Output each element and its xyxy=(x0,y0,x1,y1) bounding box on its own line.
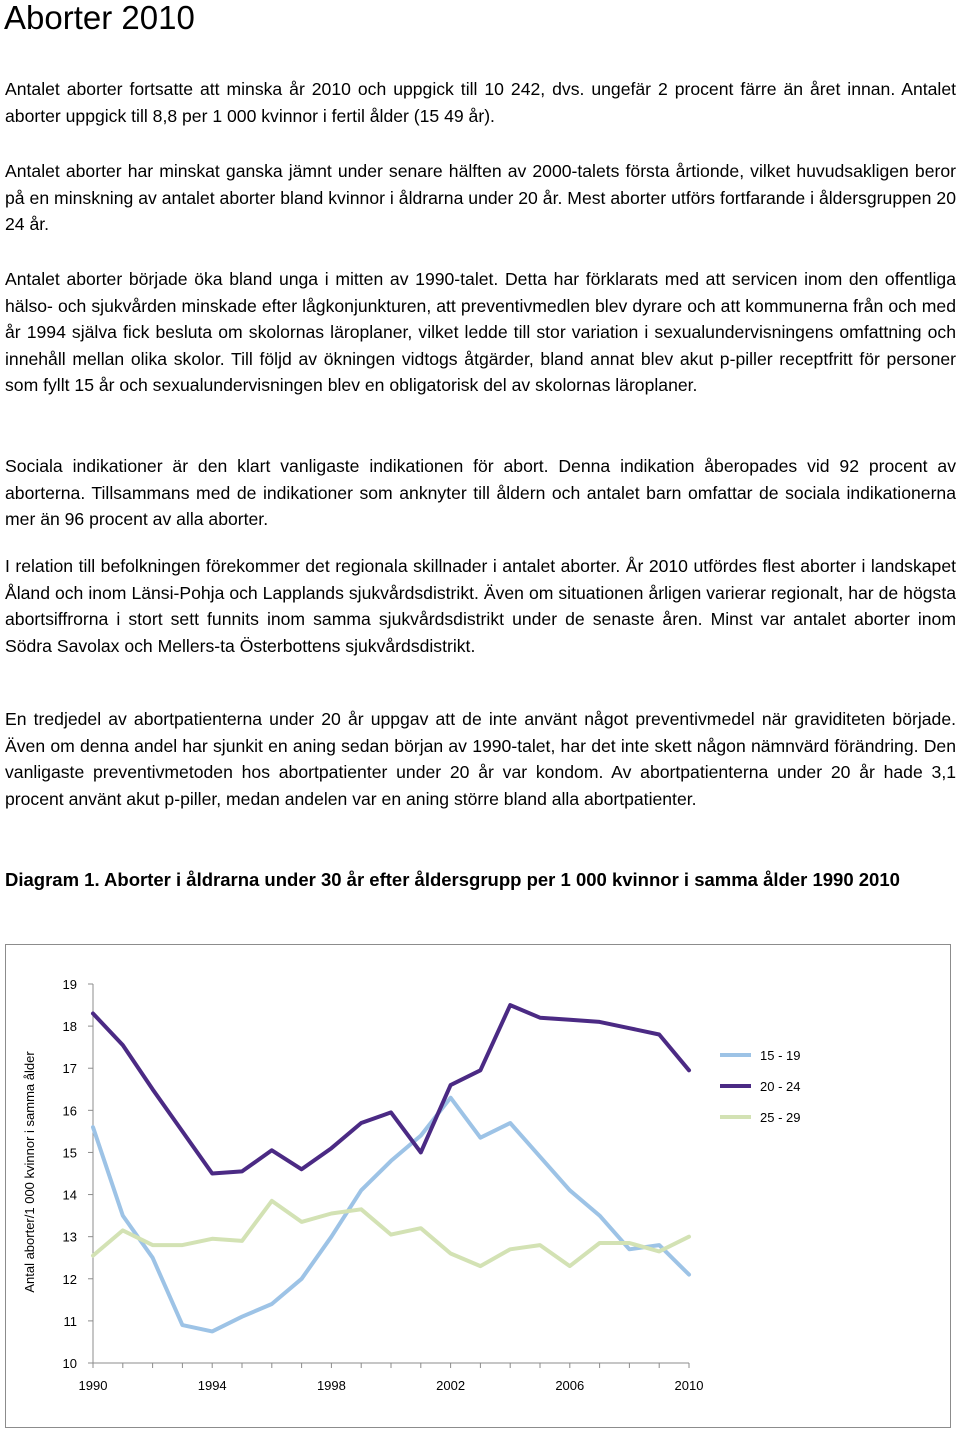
y-tick-label: 10 xyxy=(63,1356,77,1371)
series-line-2 xyxy=(93,1005,689,1173)
y-tick-label: 18 xyxy=(63,1019,77,1034)
chart-frame xyxy=(5,944,951,1428)
y-axis-label: Antal aborter/1 000 kvinnor i samma ålder xyxy=(22,1051,37,1293)
x-tick-label: 1990 xyxy=(79,1378,108,1393)
y-tick-label: 16 xyxy=(63,1103,77,1118)
page-title: Aborter 2010 xyxy=(4,0,195,36)
x-tick-label: 1998 xyxy=(317,1378,346,1393)
chart-caption: Diagram 1. Aborter i åldrarna under 30 år efter åldersgrupp per 1 000 kvinnor i samma ålder 1990 2010 xyxy=(5,866,956,894)
legend-label-1: 15 - 19 xyxy=(760,1048,800,1063)
paragraph-5: I relation till befolkningen förekommer det regionala skillnader i antalet aborter. År 2010 utfördes flest aborter i landskapet Åland och inom Länsi-Pohja och Lapplands sjukvårdsdistrikt. Även om situationen årligen varierar regionalt, har de högsta abortsiffrorna i stort sett funnits inom samma sjukvårdsdistrikt under de senaste åren. Minst var antalet aborter inom Södra Savolax och Mellers-ta Österbottens sjukvårdsdistrikt. xyxy=(5,553,956,659)
y-tick-label: 15 xyxy=(63,1145,77,1160)
paragraph-6: En tredjedel av abortpatienterna under 20 år uppgav att de inte använt något preventivmedel när graviditeten började. Även om denna andel har sjunkit en aning sedan början av 1990-talet, har det inte skett någon nämnvärd förändring. Den vanligaste preventivmetoden hos abortpatienter under 20 år var kondom. Av abortpatienterna under 20 år hade 3,1 procent använt akut p-piller, medan andelen var en aning större bland alla abortpatienter. xyxy=(5,706,956,812)
chart-axes xyxy=(63,977,704,1393)
paragraph-2: Antalet aborter har minskat ganska jämnt under senare hälften av 2000-talets första årtionde, vilket huvudsakligen beror på en minskning av antalet aborter bland kvinnor i åldrarna under 20 år. Mest aborter utförs fortfarande i åldersgruppen 20 24 år. xyxy=(5,158,956,238)
paragraph-3: Antalet aborter började öka bland unga i mitten av 1990-talet. Detta har förklarats med att servicen inom den offentliga hälso- och sjukvården minskade efter lågkonjunkturen, att preventivmedlen blev dyrare och att kommunerna från och med år 1994 själva fick besluta om skolornas läroplaner, vilket ledde till stor variation i sexualundervisningens omfattning och innehåll mellan olika skolor. Till följd av ökningen vidtogs åtgärder, bland annat blev akut p-piller receptfritt för personer som fyllt 15 år och sexualundervisningen blev en obligatorisk del av skolornas läroplaner. xyxy=(5,266,956,399)
y-tick-label: 19 xyxy=(63,977,77,992)
chart-series xyxy=(93,1005,689,1332)
paragraph-4: Sociala indikationer är den klart vanligaste indikationen för abort. Denna indikation åberopades vid 92 procent av aborterna. Tillsammans med de indikationer som anknyter till åldern och antalet barn omfattar de sociala indikationerna mer än 96 procent av alla aborter. xyxy=(5,453,956,533)
x-tick-label: 1994 xyxy=(198,1378,227,1393)
x-tick-label: 2006 xyxy=(555,1378,584,1393)
y-tick-label: 12 xyxy=(63,1272,77,1287)
legend-label-2: 20 - 24 xyxy=(760,1079,800,1094)
legend-label-3: 25 - 29 xyxy=(760,1110,800,1125)
x-tick-label: 2010 xyxy=(675,1378,704,1393)
series-line-3 xyxy=(93,1201,689,1266)
y-tick-label: 11 xyxy=(64,1314,78,1329)
chart-legend xyxy=(720,1048,800,1125)
x-tick-label: 2002 xyxy=(436,1378,465,1393)
paragraph-1: Antalet aborter fortsatte att minska år 2010 och uppgick till 10 242, dvs. ungefär 2 procent färre än året innan. Antalet aborter uppgick till 8,8 per 1 000 kvinnor i fertil ålder (15 49 år). xyxy=(5,76,956,129)
y-tick-label: 14 xyxy=(63,1188,77,1203)
line-chart xyxy=(6,945,950,1427)
y-tick-label: 13 xyxy=(63,1230,77,1245)
y-tick-label: 17 xyxy=(63,1061,77,1076)
